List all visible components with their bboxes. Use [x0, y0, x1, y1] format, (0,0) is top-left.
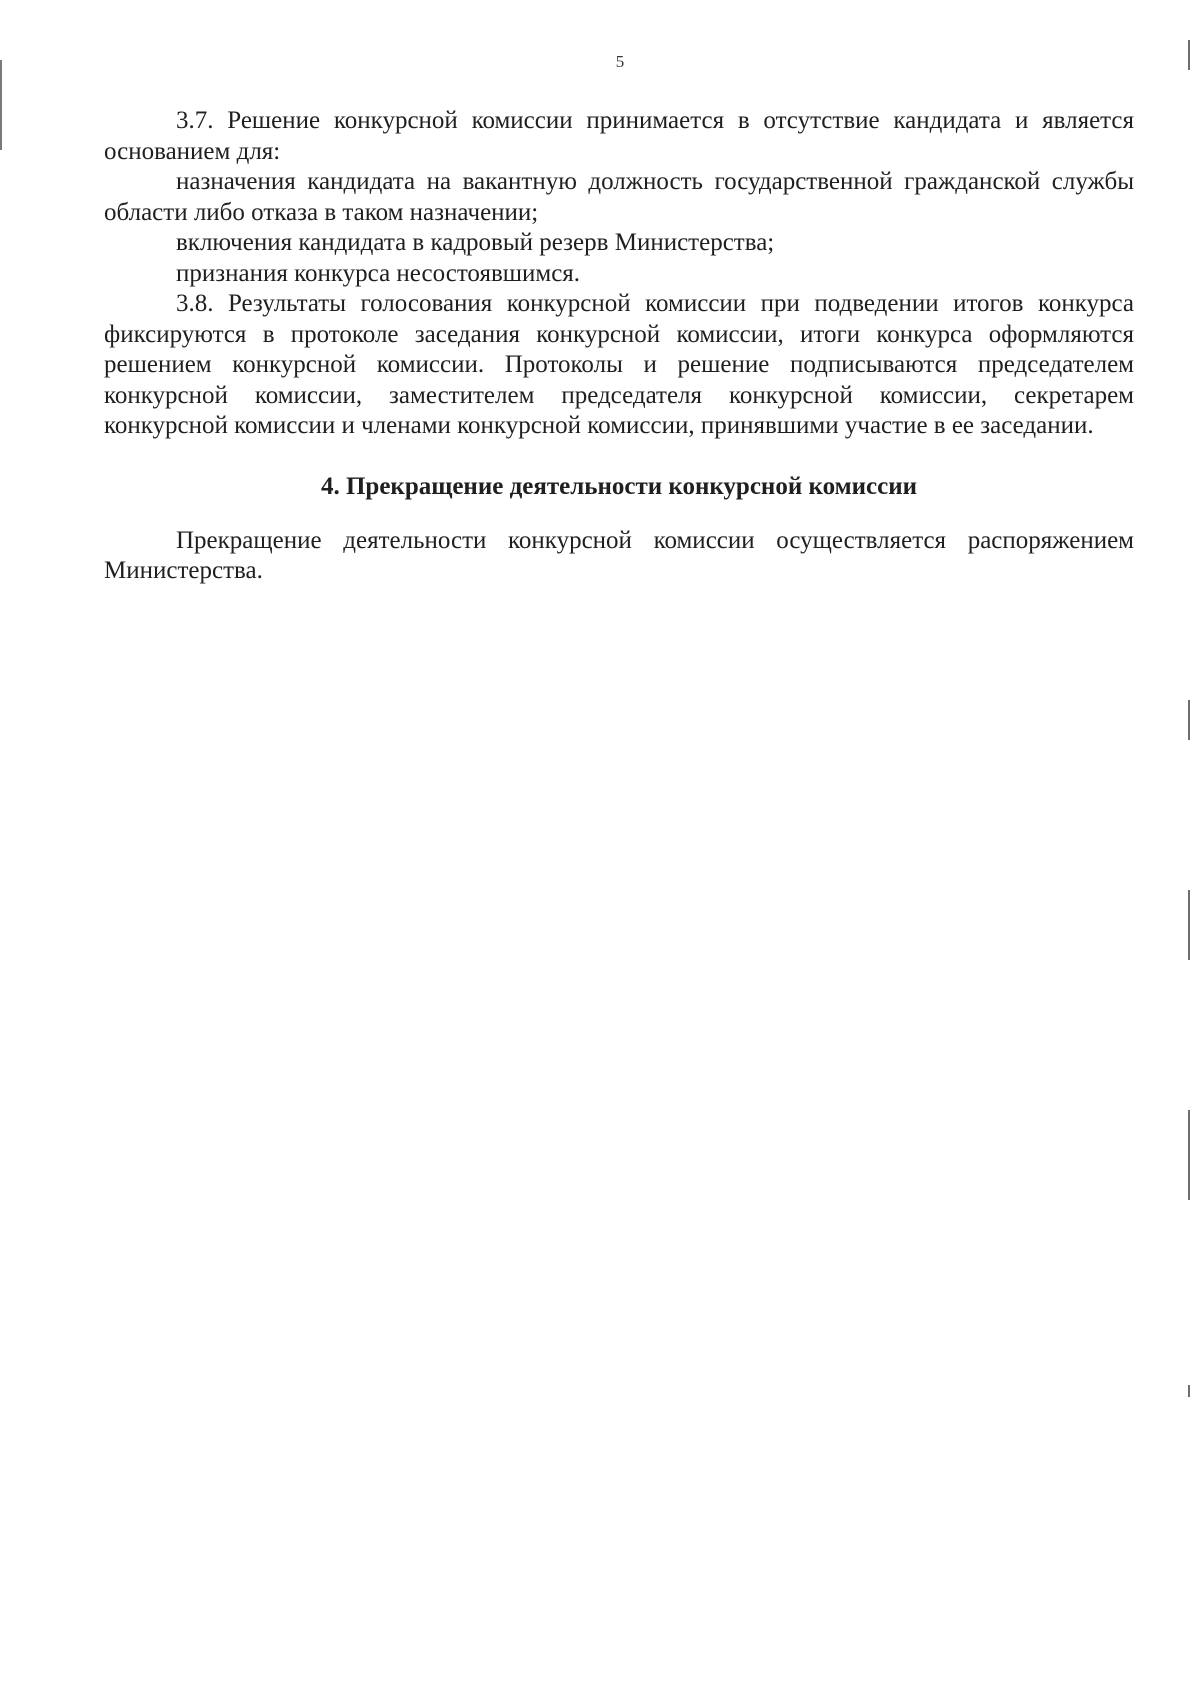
paragraph-3-8: 3.8. Результаты голосования конкурсной комиссии при подведении итогов конкурса фиксируются в протоколе заседания конкурсной комиссии, итоги конкурса оформляются решением конкурсной комиссии. Протоколы и решение подписываются председателем конкурсной комиссии, заместителем председателя конкурсной комиссии, секретарем конкурсной комиссии и членами конкурсной комиссии, принявшими участие в ее заседании. — [104, 290, 1134, 439]
scan-edge-left-mark — [0, 60, 2, 150]
scan-edge-right-mark — [1188, 1385, 1190, 1397]
scan-edge-right-mark — [1188, 890, 1190, 960]
scan-edge-right-mark — [1188, 40, 1190, 70]
paragraph-3-7-item-failed: признания конкурса несостоявшимся. — [176, 259, 581, 287]
document-body — [104, 106, 1134, 587]
paragraph-3-7-item-reserve: включения кандидата в кадровый резерв Министерства; — [176, 229, 775, 256]
page-number: 5 — [615, 52, 625, 71]
paragraph-3-7-item-appointment: назначения кандидата на вакантную должность государственной гражданской службы области либо отказа в таком назначении; — [104, 168, 1134, 226]
paragraph-3-7: 3.7. Решение конкурсной комиссии принимается в отсутствие кандидата и является основанием для: — [104, 107, 1134, 165]
scan-edge-right-mark — [1188, 1110, 1190, 1200]
section-4-paragraph: Прекращение деятельности конкурсной комиссии осуществляется распоряжением Министерства. — [104, 526, 1134, 584]
scan-edge-right-mark — [1188, 700, 1190, 740]
section-4-heading: 4. Прекращение деятельности конкурсной комиссии — [320, 472, 918, 500]
